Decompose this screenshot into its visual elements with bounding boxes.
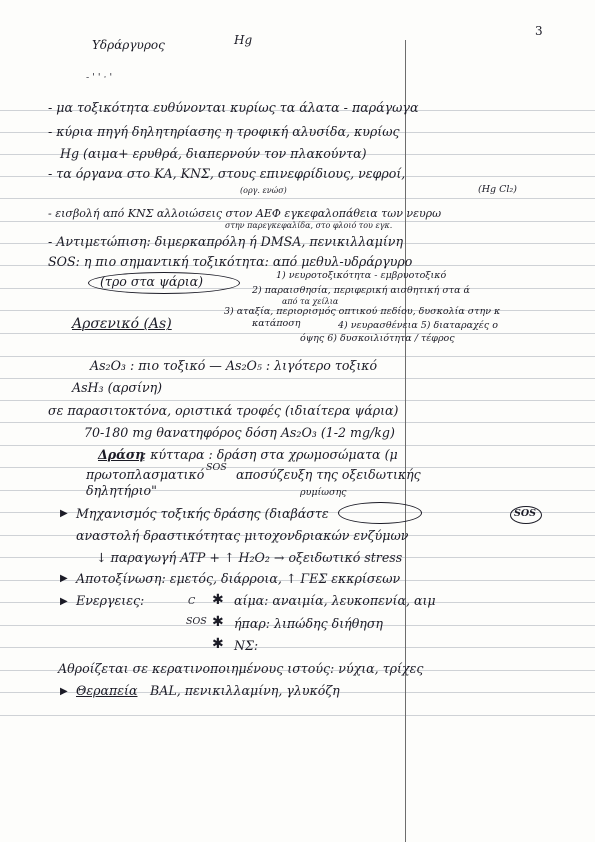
header-scribble: - ' ' · ': [86, 72, 113, 83]
note-line: - Αντιμετώπιση: διμερκαπρόλη ή DMSA, πενικιλλαμίνη: [48, 234, 404, 249]
note-line: BAL, πενικιλλαμίνη, γλυκόζη: [150, 683, 340, 698]
note-annotation: (Hg Cl₂): [478, 184, 517, 195]
note-line: αίμα: αναιμία, λευκοπενία, αιμ: [234, 593, 436, 608]
note-annotation: (οργ. ενώσ): [240, 186, 287, 195]
sos-mark: SOS: [206, 462, 227, 473]
action-label: Δράση: [98, 447, 145, 462]
page-title: Υδράργυρος: [92, 38, 165, 52]
note-line: σε παρασιτοκτόνα, οριστικά τροφές (ιδιαίτερα ψάρια): [48, 403, 399, 418]
note-line: αποσύζευξη της οξειδωτικής: [236, 467, 421, 482]
note-annotation: C: [188, 596, 196, 607]
sos-mark: SOS: [514, 508, 536, 519]
note-line: : κύτταρα : δράση στα χρωμοσώματα (μ: [142, 447, 398, 462]
note-line: δηλητήριο": [86, 483, 157, 498]
note-line: ήπαρ: λιπώδης διήθηση: [234, 616, 383, 631]
note-line: πρωτοπλασματικό: [86, 467, 205, 482]
section-title-arsenic: Αρσενικό (As): [72, 316, 172, 332]
margin-line: [405, 40, 406, 842]
asterisk-icon: ✱: [212, 614, 224, 630]
note-line: (τρο στα ψάρια): [100, 274, 204, 289]
note-annotation: στην παρεγκεφαλίδα, στο φλοιό του εγκ.: [225, 221, 393, 230]
therapy-label: Θεραπεία: [76, 683, 138, 698]
note-line: 70-180 mg θανατηφόρος δόση As₂O₃ (1-2 mg/kg): [84, 425, 395, 440]
ruled-line: [0, 715, 595, 716]
asterisk-icon: ✱: [212, 592, 224, 608]
note-annotation: κατάποση: [252, 318, 301, 329]
ruled-line: [0, 422, 595, 423]
asterisk-icon: ✱: [212, 636, 224, 652]
note-line: 3) αταξία, περιορισμός οπτικού πεδίου, δυσκολία στην κ: [224, 306, 501, 317]
note-line: Ενεργειες:: [76, 593, 145, 608]
triangle-bullet-icon: ▶: [60, 686, 68, 697]
note-line: όψης 6) δυσκοιλιότητα / τέφρος: [300, 333, 455, 344]
note-annotation: από τα χείλια: [282, 297, 339, 306]
note-line: Αθροίζεται σε κερατινοποιημένους ιστούς: νύχια, τρίχες: [58, 661, 424, 676]
note-line: 1) νευροτοξικότητα - εμβρυοτοξικό: [276, 270, 447, 281]
note-line: αναστολή δραστικότητας μιτοχονδριακών ενζύμων: [76, 528, 409, 543]
note-line: Hg (αιμα+ ερυθρά, διαπερνούν τον πλακούντα): [60, 146, 367, 161]
note-line: AsH₃ (αρσίνη): [72, 380, 163, 395]
page-number: 3: [535, 24, 543, 38]
triangle-bullet-icon: ▶: [60, 508, 68, 519]
note-line: - τα όργανα στο ΚΑ, ΚΝΣ, στους επινεφρίδιους, νεφροί,: [48, 166, 406, 181]
triangle-bullet-icon: ▶: [60, 596, 68, 607]
ruled-line: [0, 378, 595, 379]
circled-annotation: [338, 502, 422, 524]
note-line: - μα τοξικότητα ευθύνονται κυρίως τα άλατα - παράγωγα: [48, 100, 419, 115]
note-annotation: ρυμίωσης: [300, 487, 347, 498]
note-line: - εισβολή από ΚΝΣ αλλοιώσεις στον ΑΕΦ εγκεφαλοπάθεια των νευρω: [48, 207, 442, 220]
ruled-line: [0, 198, 595, 199]
ruled-line: [0, 333, 595, 334]
ruled-line: [0, 400, 595, 401]
note-line: 4) νευρασθένεια 5) διαταραχές ο: [338, 320, 498, 331]
note-line: ΝΣ:: [234, 638, 259, 653]
note-line: Μηχανισμός τοξικής δράσης (διαβάστε: [76, 506, 329, 521]
note-line: As₂O₃ : πιο τοξικό — As₂O₅ : λιγότερο τοξικό: [90, 358, 378, 373]
note-line: 2) παραισθησία, περιφερική αισθητική στα ά: [252, 285, 470, 296]
note-line: SOS: η πιο σημαντική τοξικότητα: από μεθυλ-υδράργυρο: [48, 254, 413, 269]
element-symbol: Hg: [234, 33, 253, 47]
triangle-bullet-icon: ▶: [60, 573, 68, 584]
ruled-line: [0, 445, 595, 446]
sos-mark: SOS: [186, 616, 207, 627]
note-line: Αποτοξίνωση: εμετός, διάρροια, ↑ ΓΕΣ εκκρίσεων: [76, 571, 401, 586]
ruled-line: [0, 356, 595, 357]
ruled-line: [0, 647, 595, 648]
note-line: ↓ παραγωγή ATP + ↑ H₂O₂ → οξειδωτικό stress: [96, 550, 403, 565]
note-line: - κύρια πηγή δηλητηρίασης η τροφική αλυσίδα, κυρίως: [48, 124, 400, 139]
